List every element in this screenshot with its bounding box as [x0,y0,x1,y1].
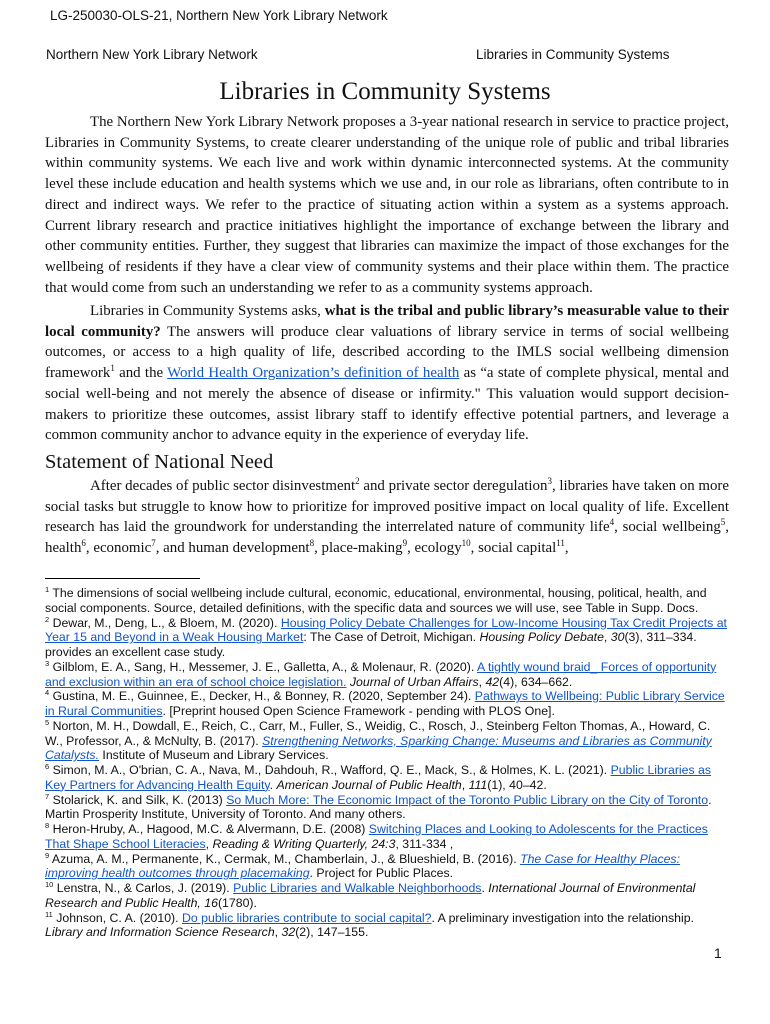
footnote-text: . [481,881,489,895]
footnote-text: . A preliminary investigation into the relationship. [431,910,694,925]
footnote-text: Azuma, A. M., Permanente, K., Cermak, M., Chamberlain, J., & Blueshield, B. (2016). [49,851,521,866]
footnote-link[interactable]: Strengthening Networks, Sparking Change: Museums and Libraries as Community Catalysts. [45,733,712,763]
footnote-text: . Martin Prosperity Institute, University of Toronto. And many others. [45,792,712,822]
who-definition-link[interactable]: World Health Organization’s definition of health [167,365,460,382]
footnote-volume: 30 [610,630,625,645]
national-need-paragraph [45,476,729,559]
footnote-text: Dewar, M., Deng, L., & Bloem, M. (2020). [49,615,281,630]
footnote-3 [45,660,731,690]
intro-paragraph [45,112,729,298]
footnote-journal: Reading & Writing Quarterly, 24:3 [212,836,396,851]
text-run: and private sector deregulation [359,478,548,494]
document-id: LG-250030-OLS-21, Northern New York Library Network [50,8,388,23]
footnote-ref[interactable]: 2 [355,476,360,487]
footnote-journal: American Journal of Public Health [276,777,462,792]
footnote-number: 4 [45,688,50,698]
page-number: 1 [714,945,722,961]
footnote-text: (1), 40–42. [487,777,547,792]
text-run: , social capital [470,540,557,557]
footnote-number: 3 [45,658,50,668]
footnote-ref[interactable]: 5 [720,517,726,528]
footnote-divider [45,578,200,579]
text-run: After decades of public sector disinvestment [90,478,356,494]
footnote-number: 6 [45,761,50,771]
footnote-text: Lenstra, N., & Carlos, J. (2019). [53,881,234,895]
footnote-journal: Library and Information Science Research [45,925,275,940]
footnote-text: Institute of Museum and Library Services. [99,748,329,763]
footnote-text: Heron-Hruby, A., Hagood, M.C. & Alvermann, D.E. (2008) [49,822,369,836]
footnote-8 [45,822,731,852]
footnote-text: The dimensions of social wellbeing include cultural, economic, educational, environmental, housing, political, health, and social components. Source, detailed definitions, with the specific data and sources we will use, see Table in Supp. Docs. [45,586,707,615]
footnote-text: (4), 634–662. [499,674,573,689]
footnote-text: Gilblom, E. A., Sang, H., Messemer, J. E., Galletta, A., & Molenaur, R. (2020). [49,659,478,674]
footnote-ref[interactable]: 7 [151,538,156,549]
text-run: , economic [85,540,152,557]
footnote-text: . [Preprint housed Open Science Framework - pending with PLOS One]. [162,704,555,718]
footnote-ref[interactable]: 11 [556,538,565,549]
text-run: as “a state of complete physical, mental and social well-being and not merely the absence of disease or infirmity." This valuation would support decision-makers to prioritize these outcomes, assist library staff to identify effective potential partners, and leverage a common community anchor to advance equity in the experience of everyday life. [45,365,729,444]
footnote-5 [45,719,731,763]
footnote-text: Johnson, C. A. (2010). [52,910,182,925]
footnote-link[interactable]: Pathways to Wellbeing: Public Library Service in Rural Communities [45,689,725,718]
footnote-link[interactable]: Public Libraries as Key Partners for Advancing Health Equity [45,763,712,792]
footnote-1 [45,586,731,616]
footnote-link[interactable]: A tightly wound braid_ Forces of opportunity and exclusion within an era of school choice legislation. [45,659,717,689]
footnote-link[interactable]: The Case for Healthy Places: improving health outcomes through placemaking [45,851,680,881]
paragraph-text: The Northern New York Library Network proposes a 3-year national research in service to practice project, Libraries in Community Systems, to create clearer understanding of the unique role of public and tribal libraries within community systems. We each live and work within dynamic interconnected systems. At the community level these include education and health systems which we use and, in our role as librarians, often contribute to in direct and indirect ways. We refer to the practice of situating action within a system as a systems approach. Current library research and practice initiatives highlight the importance of exchange between the library and other community entities. Further, they suggest that libraries can maximize the impact of those exchanges for the wellbeing of residents if they have a clear view of community systems and their place within them. The practice that would come from such an understanding we refer to as a community systems approach. [45,114,729,296]
footnote-journal: Journal of Urban Affairs [349,674,479,689]
footnote-10 [45,881,731,911]
footnote-number: 8 [45,820,50,830]
footnote-text: , [274,925,282,940]
footnotes [45,586,731,940]
text-run: , [564,540,569,557]
text-run: Libraries in Community Systems asks, [90,303,325,319]
page-title: Libraries in Community Systems [219,78,551,105]
footnote-ref[interactable]: 8 [309,538,315,549]
footnote-text: . [269,777,277,792]
footnote-number: 10 [45,879,54,889]
footnote-text: Simon, M. A., O'brian, C. A., Nava, M., Dahdouh, R., Wafford, Q. E., Mack, S., & Holmes, K. L. (2021). [49,763,611,777]
footnote-link[interactable]: Switching Places and Looking to Adolescents for the Practices That Shape School Literacies [45,822,708,851]
footnote-link[interactable]: So Much More: The Economic Impact of the Toronto Public Library on the City of Toronto [226,792,709,807]
footnote-link[interactable]: Housing Policy Debate Challenges for Low-Income Housing Tax Credit Projects at Year 15 and Beyond in a Weak Housing Market [45,615,727,645]
footnote-text: (2), 147–155. [295,925,369,940]
footnote-number: 9 [45,850,50,860]
footnote-text: Stolarick, K. and Silk, K. (2013) [49,792,227,807]
footnote-journal: International Journal of Environmental Research and Public Health, 16 [45,881,696,910]
footnote-ref[interactable]: 1 [110,363,115,374]
footnote-ref[interactable]: 10 [461,538,471,549]
footnote-journal: Housing Policy Debate [479,630,604,645]
text-run: , place-making [314,540,403,557]
text-run: , libraries have taken on more social tasks but struggle to know how to prioritize for improved positive impact on local quality of life. Excellent research has laid the groundwork for understanding the interrelated nature of community life [45,478,729,536]
footnote-text: . Project for Public Places. [309,866,454,881]
footnote-number: 7 [45,791,50,801]
research-question: what is the tribal and public library’s measurable value to their local community? [45,303,729,340]
text-run: , ecology [407,540,462,557]
footnote-text: , [603,630,611,645]
footnote-text: , [478,674,486,689]
footnote-number: 5 [45,717,50,727]
text-run: and the [114,365,168,382]
footnote-2 [45,616,731,660]
footnote-link[interactable]: Do public libraries contribute to social capital? [182,910,432,925]
footnote-text: , 311-334 , [395,836,454,851]
footnote-text: Gustina, M. E., Guinnee, E., Decker, H., & Bonney, R. (2020, September 24). [49,689,475,704]
footnote-volume: 42 [485,674,500,689]
footnote-number: 2 [45,614,50,624]
footnote-6 [45,763,731,793]
footnote-text: , [461,777,469,792]
footnote-text: (3), 311–334. provides an excellent case study. [45,630,697,659]
footnote-text: : The Case of Detroit, Michigan. [303,630,480,645]
text-run: , and human development [155,540,310,557]
footnote-4 [45,689,731,719]
footnote-ref[interactable]: 9 [402,538,408,549]
footnote-volume: 111 [468,777,488,792]
footnote-7 [45,793,731,823]
footnote-link[interactable]: Public Libraries and Walkable Neighborhoods [233,881,482,895]
research-question-paragraph [45,301,729,446]
footnote-volume: 32 [281,925,296,940]
footnote-ref[interactable]: 6 [81,538,86,549]
header-left: Northern New York Library Network [46,47,258,62]
text-run: , health [45,519,729,557]
section-heading: Statement of National Need [45,451,274,473]
footnote-text: , [205,836,213,851]
footnote-ref[interactable]: 3 [547,476,552,487]
footnote-9 [45,852,731,882]
footnote-number: 11 [45,909,53,919]
footnote-11 [45,911,731,941]
footnote-number: 1 [45,584,50,594]
footnote-text: (1780). [217,895,257,910]
header-right: Libraries in Community Systems [476,47,670,62]
text-run: The answers will produce clear valuations of library service in terms of social wellbeing outcomes, or access to a high quality of life, described according to the IMLS social wellbeing dimension framework [45,323,729,382]
footnote-ref[interactable]: 4 [609,517,615,528]
text-run: , social wellbeing [614,519,721,536]
footnote-text: Norton, M. H., Dowdall, E., Reich, C., Carr, M., Fuller, S., Weidig, C., Rosch, J., Steinberg Felton Thomas, A., Howard, C. W., Professor, A., & McNulty, B. (2017). [45,718,711,748]
